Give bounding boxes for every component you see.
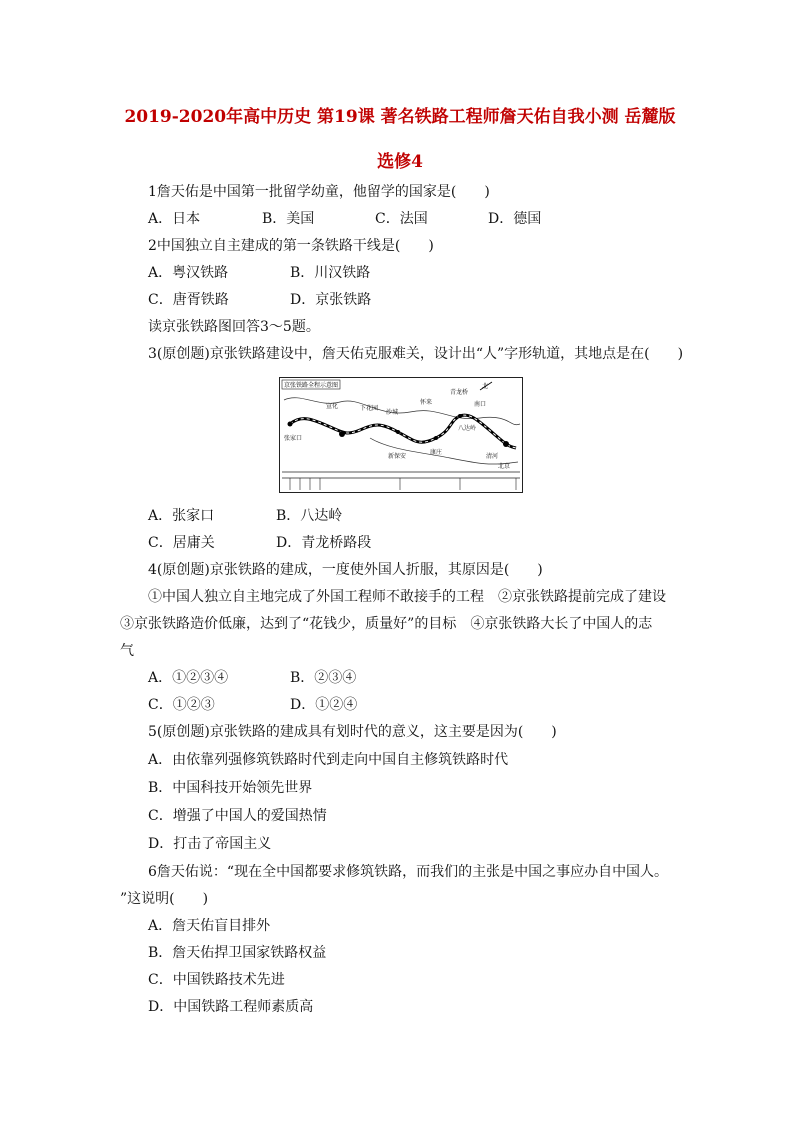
label-xinbaoan: 新保安	[388, 453, 407, 460]
station-qinglongqiao	[458, 414, 462, 418]
station-zhangjiakou	[288, 422, 293, 427]
label-huailai: 怀来	[420, 399, 433, 406]
question-5-stem: 5(原创题)京张铁路的建成具有划时代的意义，这主要是因为( )	[148, 724, 557, 740]
q3-option-d[interactable]: D．青龙桥路段	[276, 535, 372, 551]
q6-option-c[interactable]: C．中国铁路技术先进	[148, 972, 285, 988]
station-xuanhua	[339, 431, 345, 437]
q6-option-a[interactable]: A．詹天佑盲目排外	[148, 918, 271, 934]
railway-route	[290, 415, 516, 448]
document-title-line-2: 选修4	[377, 152, 423, 172]
label-zhangjiakou: 张家口	[284, 435, 303, 442]
q1-option-b[interactable]: B．美国	[262, 211, 315, 227]
label-xuanhua: 宣化	[326, 403, 339, 410]
q5-option-d[interactable]: D．打击了帝国主义	[148, 836, 272, 852]
label-nankou: 南口	[474, 401, 487, 408]
q3-option-a[interactable]: A．张家口	[148, 508, 215, 524]
question-2-stem: 2中国独立自主建成的第一条铁路干线是( )	[148, 238, 434, 254]
q2-option-b[interactable]: B．川汉铁路	[290, 265, 371, 281]
q4-option-b[interactable]: B．②③④	[290, 670, 357, 686]
label-qinghe: 清河	[486, 453, 499, 460]
river-line-lower	[370, 438, 518, 464]
label-xiahuayuan: 下花园	[360, 405, 379, 412]
q1-option-d[interactable]: D．德国	[488, 211, 542, 227]
q6-option-b[interactable]: B．詹天佑捍卫国家铁路权益	[148, 945, 327, 961]
question-4-stem: 4(原创题)京张铁路的建成，一度使外国人折服，其原因是( )	[148, 562, 543, 578]
q6-option-d[interactable]: D．中国铁路工程师素质高	[148, 999, 314, 1015]
label-qinglongqiao: 青龙桥	[450, 389, 469, 396]
question-6-stem-line1: 6詹天佑说：“现在全中国都要求修筑铁路，而我们的主张是中国之事应办自中国人。	[148, 864, 669, 880]
label-badaling: 八达岭	[458, 425, 477, 432]
q3-option-c[interactable]: C．居庸关	[148, 535, 215, 551]
map-figure	[280, 378, 522, 492]
station-shacheng	[396, 430, 400, 434]
question-4-statement-line3: 气	[120, 643, 134, 659]
q1-option-a[interactable]: A．日本	[148, 211, 201, 227]
north-label: 北	[482, 383, 489, 390]
jingzhang-railway-map	[279, 377, 523, 493]
question-1-stem: 1詹天佑是中国第一批留学幼童，他留学的国家是( )	[148, 184, 490, 200]
label-beijing: 北京	[498, 463, 511, 470]
map-intro: 读京张铁路图回答3～5题。	[148, 319, 320, 335]
question-6-stem-line2: ”这说明( )	[120, 891, 209, 907]
map-title: 京张铁路全程示意图	[284, 382, 339, 389]
question-3-stem: 3(原创题)京张铁路建设中，詹天佑克服难关，设计出“人”字形轨道，其地点是在( )	[148, 346, 684, 362]
question-4-statement-line1: ①中国人独立自主地完成了外国工程师不敢接手的工程 ②京张铁路提前完成了建设	[148, 589, 666, 605]
q2-option-a[interactable]: A．粤汉铁路	[148, 265, 229, 281]
station-beijing	[503, 441, 509, 447]
q3-option-b[interactable]: B．八达岭	[276, 508, 343, 524]
q5-option-a[interactable]: A．由依靠列强修筑铁路时代到走向中国自主修筑铁路时代	[148, 752, 509, 768]
q5-option-c[interactable]: C．增强了中国人的爱国热情	[148, 808, 327, 824]
q4-option-a[interactable]: A．①②③④	[148, 670, 229, 686]
label-kangzhuang: 康庄	[430, 449, 443, 456]
q2-option-c[interactable]: C．唐胥铁路	[148, 292, 229, 308]
question-4-statement-line2: ③京张铁路造价低廉，达到了“花钱少，质量好”的目标 ④京张铁路大长了中国人的志	[120, 616, 653, 632]
q1-option-c[interactable]: C．法国	[375, 211, 428, 227]
q5-option-b[interactable]: B．中国科技开始领先世界	[148, 780, 313, 796]
q2-option-d[interactable]: D．京张铁路	[290, 292, 372, 308]
q4-option-d[interactable]: D．①②④	[290, 697, 358, 713]
document-title-line-1: 2019-2020年高中历史 第19课 著名铁路工程师詹天佑自我小测 岳麓版	[124, 107, 676, 127]
q4-option-c[interactable]: C．①②③	[148, 697, 215, 713]
railway-route-ties	[290, 415, 516, 448]
label-shacheng: 沙城	[386, 409, 399, 416]
station-kangzhuang	[434, 436, 438, 440]
